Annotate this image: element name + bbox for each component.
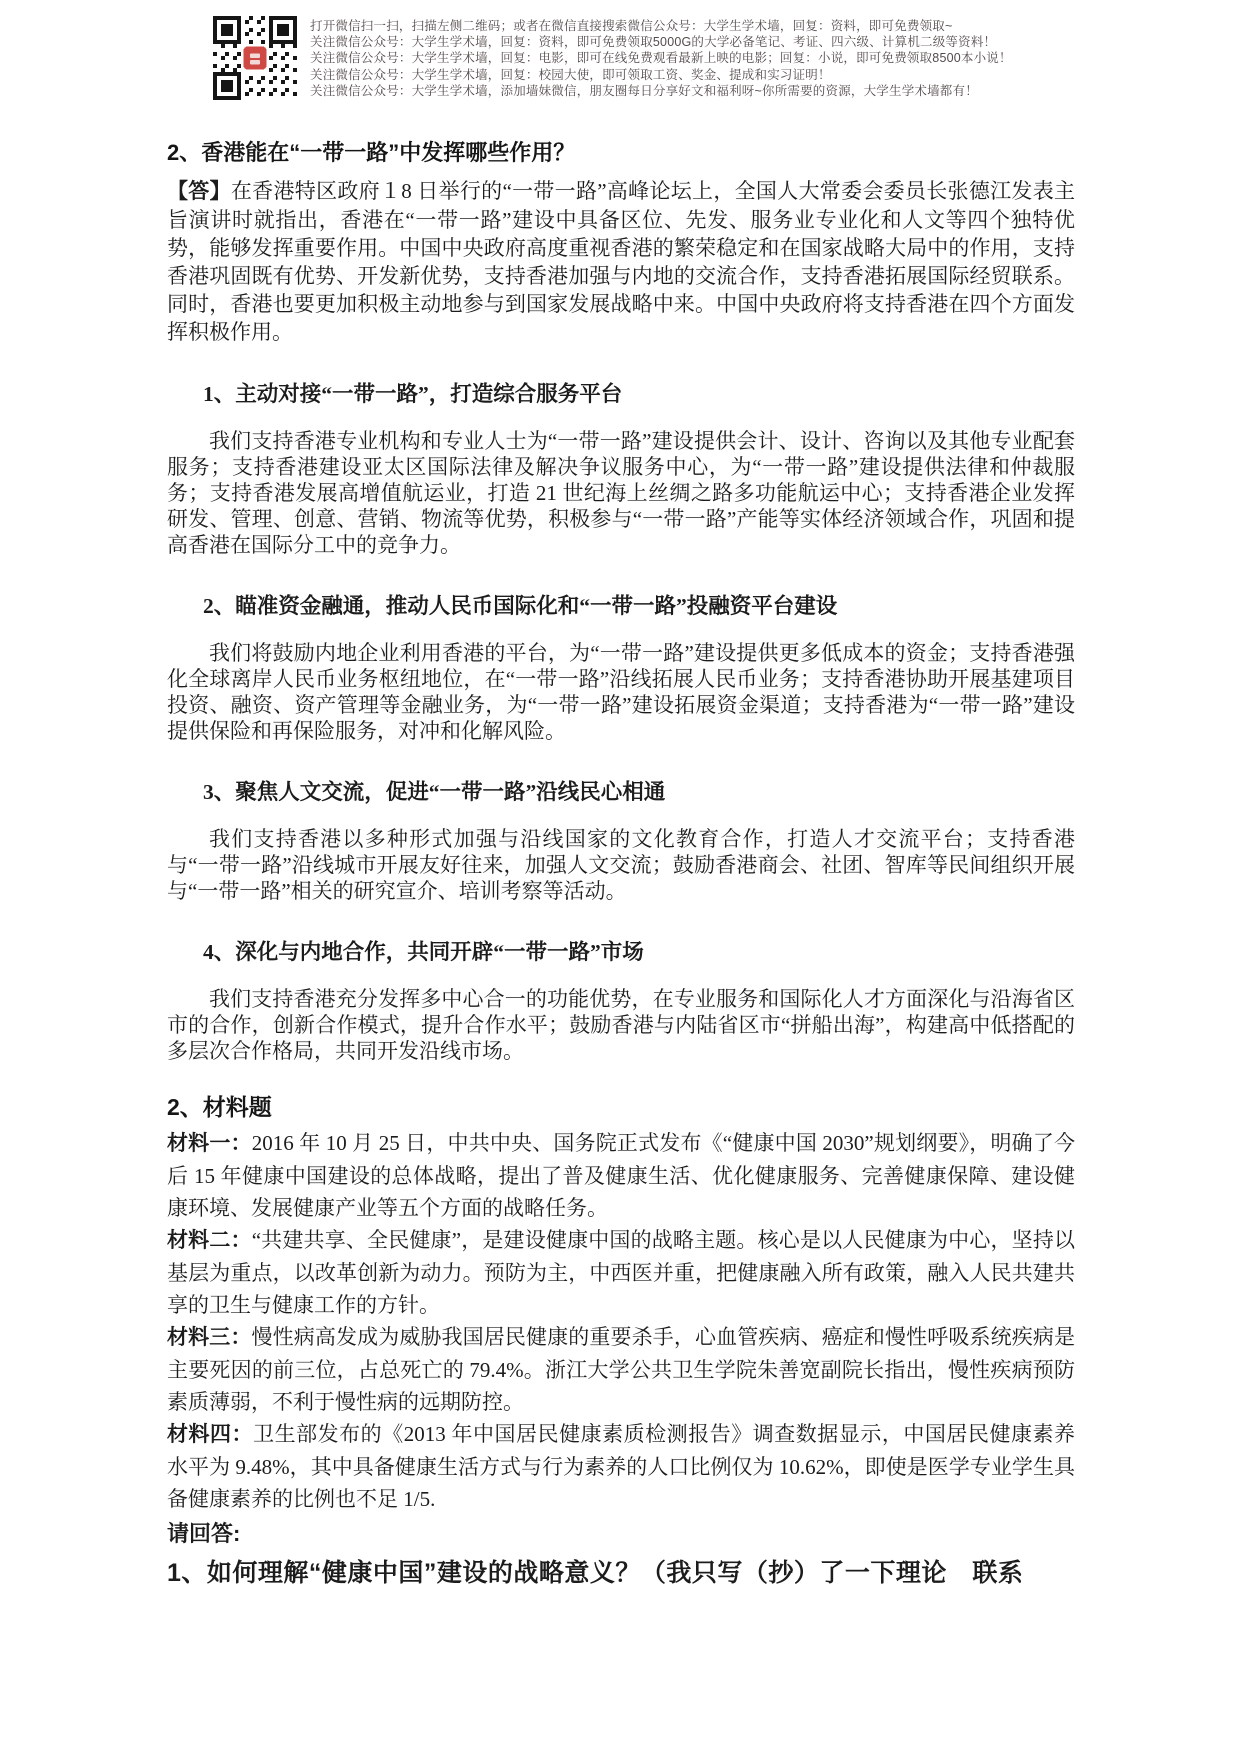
question2-title: 2、香港能在“一带一路”中发挥哪些作用？ (167, 140, 576, 165)
header-promo-lines (310, 16, 1012, 99)
material-3-label: 材料三： (167, 1326, 252, 1349)
point-2-body: 我们将鼓励内地企业利用香港的平台，为“一带一路”建设提供更多低成本的资金；支持香港强化全球离岸人民币业务枢纽地位，在“一带一路”沿线拓展人民币业务；支持香港协助开展基建项目投资、融资、资产管理等金融业务，为“一带一路”建设拓展资金渠道；支持香港为“一带一路”建设提供保险和再保险服务，对冲和化解风险。 (167, 641, 1075, 743)
point-4-heading: 4、深化与内地合作，共同开辟“一带一路”市场 (203, 940, 644, 964)
answer-label: 【答】 (167, 180, 231, 203)
material-2-paragraph (167, 1224, 1075, 1321)
material-3-paragraph (167, 1321, 1075, 1418)
point-4-body: 我们支持香港充分发挥多中心合一的功能优势，在专业服务和国际化人才方面深化与沿海省区市的合作，创新合作模式，提升合作水平；鼓励香港与内陆省区市“拼船出海”，构建高中低搭配的多层次合作格局，共同开发沿线市场。 (167, 987, 1075, 1063)
point-1-heading: 1、主动对接“一带一路”，打造综合服务平台 (203, 382, 623, 406)
header-line: 关注微信公众号：大学生学术墙，回复：电影，即可在线免费观看最新上映的电影；回复：小说，即可免费领取8500本小说！ (310, 51, 1012, 66)
header-line: 关注微信公众号：大学生学术墙，回复：校园大使，即可领取工资、奖金、提成和实习证明！ (310, 67, 831, 82)
point-3-heading: 3、聚焦人文交流，促进“一带一路”沿线民心相通 (203, 780, 666, 804)
point-1-body: 我们支持香港专业机构和专业人士为“一带一路”建设提供会计、设计、咨询以及其他专业配套服务；支持香港建设亚太区国际法律及解决争议服务中心，为“一带一路”建设提供法律和仲裁服务；支持香港发展高增值航运业，打造 21 世纪海上丝绸之路多功能航运中心；支持香港企业发挥研发、管理、创意、营销、物流等优势，积极参与“一带一路”产能等实体经济领域合作，巩固和提高香港在国际分工中的竞争力。 (167, 429, 1075, 557)
header-line: 关注微信公众号：大学生学术墙，回复：资料，即可免费领取5000G的大学必备笔记、考证、四六级、计算机二级等资料！ (310, 35, 997, 50)
material-4-label: 材料四： (167, 1423, 254, 1446)
material-4-paragraph (167, 1418, 1075, 1515)
question1-text: 1、如何理解“健康中国”建设的战略意义？（我只写（抄）了一下理论 联系 (167, 1559, 1024, 1587)
material-2-label: 材料二： (167, 1229, 252, 1252)
material-1-paragraph (167, 1127, 1075, 1224)
material-1-label: 材料一： (167, 1132, 252, 1155)
materials-section-title: 2、材料题 (167, 1094, 272, 1120)
answer-intro-paragraph (167, 177, 1075, 346)
qr-code-image (213, 16, 297, 100)
point-2-heading: 2、瞄准资金融通，推动人民币国际化和“一带一路”投融资平台建设 (203, 594, 838, 618)
qr-code-icon (213, 16, 297, 100)
answer-intro-text: 在香港特区政府１8 日举行的“一带一路”高峰论坛上，全国人大常委会委员长张德江发表主旨演讲时就指出，香港在“一带一路”建设中具备区位、先发、服务业专业化和人文等四个独特优势，能够发挥重要作用。中国中央政府高度重视香港的繁荣稳定和在国家战略大局中的作用，支持香港巩固既有优势、开发新优势，支持香港加强与内地的交流合作，支持香港拓展国际经贸联系。同时，香港也要更加积极主动地参与到国家发展战略中来。中国中央政府将支持香港在四个方面发挥积极作用。 (167, 179, 1076, 344)
document-content (167, 138, 1075, 1591)
material-1-text: 2016 年 10 月 25 日，中共中央、国务院正式发布《“健康中国 2030”规划纲要》，明确了今后 15 年健康中国建设的总体战略，提出了普及健康生活、优化健康服务、完善健康保障、建设健康环境、发展健康产业等五个方面的战略任务。 (167, 1131, 1076, 1220)
header-promo (213, 16, 1012, 100)
answer-prompt: 请回答: (167, 1521, 241, 1546)
header-line: 打开微信扫一扫，扫描左侧二维码；或者在微信直接搜索微信公众号：大学生学术墙，回复：资料，即可免费领取~ (310, 19, 953, 33)
header-line: 关注微信公众号：大学生学术墙，添加墙妹微信，朋友圈每日分享好文和福利呀~你所需要的资源，大学生学术墙都有！ (310, 83, 978, 98)
material-3-text: 慢性病高发成为威胁我国居民健康的重要杀手，心血管疾病、癌症和慢性呼吸系统疾病是主要死因的前三位，占总死亡的 79.4%。浙江大学公共卫生学院朱善宽副院长指出，慢性疾病预防素质薄弱，不利于慢性病的远期防控。 (167, 1325, 1076, 1414)
material-2-text: “共建共享、全民健康”，是建设健康中国的战略主题。核心是以人民健康为中心，坚持以基层为重点，以改革创新为动力。预防为主，中西医并重，把健康融入所有政策，融入人民共建共享的卫生与健康工作的方针。 (167, 1228, 1076, 1317)
material-4-text: 卫生部发布的《2013 年中国居民健康素质检测报告》调查数据显示，中国居民健康素养水平为 9.48%，其中具备健康生活方式与行为素养的人口比例仅为 10.62%，即使是医学专业学生具备健康素养的比例也不足 1/5. (167, 1422, 1075, 1511)
point-3-body: 我们支持香港以多种形式加强与沿线国家的文化教育合作，打造人才交流平台；支持香港与“一带一路”沿线城市开展友好往来，加强人文交流；鼓励香港商会、社团、智库等民间组织开展与“一带一路”相关的研究宣介、培训考察等活动。 (167, 827, 1075, 903)
